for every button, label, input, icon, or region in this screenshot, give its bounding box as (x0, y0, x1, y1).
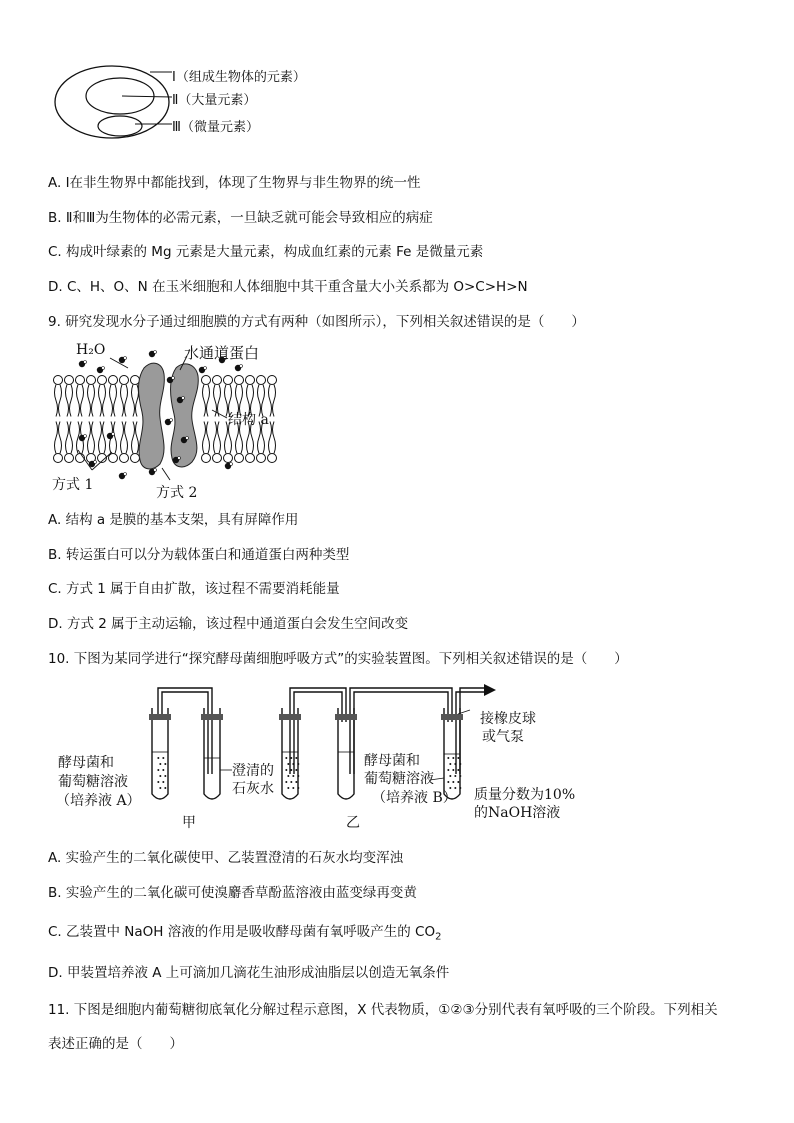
lipid-head (224, 454, 233, 463)
q10-option-c-text: C. 乙装置中 NaOH 溶液的作用是吸收酵母菌有氧呼吸产生的 CO (48, 924, 436, 940)
q9-option-d: D. 方式 2 属于主动运输，该过程中通道蛋白会发生空间改变 (48, 616, 409, 632)
water-hydrogen (204, 367, 207, 370)
q9-stem: 9. 研究发现水分子通过细胞膜的方式有两种（如图所示），下列相关叙述错误的是（ ） (48, 314, 585, 330)
culture-dot (159, 763, 161, 765)
q10-option-a: A. 实验产生的二氧化碳使甲、乙装置澄清的石灰水均变浑浊 (48, 850, 404, 866)
culture-dot (164, 787, 166, 789)
culture-dot (457, 769, 459, 771)
culture-dot (159, 787, 161, 789)
lipid-head (131, 454, 140, 463)
culture-dot (292, 775, 294, 777)
yeast-b-label-2: 葡萄糖溶液 (364, 771, 434, 787)
culture-dot (159, 775, 161, 777)
lipid-tail (132, 422, 139, 454)
q10-option-d: D. 甲装置培养液 A 上可滴加几滴花生油形成油脂层以创造无氧条件 (48, 965, 450, 981)
water-hydrogen (240, 365, 243, 368)
lipid-head (54, 376, 63, 385)
water-hydrogen (178, 457, 181, 460)
lipid-tail (77, 385, 84, 417)
lipid-head (268, 454, 277, 463)
lipid-head (120, 376, 129, 385)
pump-label-1: 接橡皮球 (480, 711, 536, 727)
water-hydrogen (186, 437, 189, 440)
lipid-tail (269, 422, 276, 454)
way1-label: 方式 1 (52, 477, 94, 493)
culture-dot (157, 781, 159, 783)
ellipse-III (98, 116, 142, 136)
lipid-tail (99, 385, 106, 417)
water-hydrogen (154, 469, 157, 472)
lipid-tail (203, 422, 210, 454)
aquaporin-shape (139, 363, 165, 469)
water-hydrogen (170, 419, 173, 422)
q8-option-d: D. C、H、O、N 在玉米细胞和人体细胞中其干重含量大小关系都为 O>C>H>N (48, 279, 528, 295)
lipid-tail (55, 385, 62, 417)
label-I: Ⅰ（组成生物体的元素） (172, 70, 306, 85)
yeast-a-label-2: 葡萄糖溶液 (58, 774, 128, 790)
culture-dot (287, 787, 289, 789)
culture-dot (287, 775, 289, 777)
q9-option-b: B. 转运蛋白可以分为载体蛋白和通道蛋白两种类型 (48, 547, 350, 563)
naoh-label-2: 的NaOH溶液 (474, 805, 561, 821)
lipid-tail (269, 385, 276, 417)
water-hydrogen (84, 435, 87, 438)
lipid-head (109, 376, 118, 385)
lipid-head (257, 376, 266, 385)
lipid-head (76, 376, 85, 385)
structure-a-label: 结构 a (228, 412, 269, 428)
label-II: Ⅱ（大量元素） (172, 93, 257, 108)
water-hydrogen (182, 397, 185, 400)
culture-dot (290, 769, 292, 771)
lipid-head (120, 454, 129, 463)
yeast-apparatus-diagram (140, 682, 520, 812)
q10-option-c (48, 923, 441, 947)
culture-dot (292, 787, 294, 789)
q10-option-b: B. 实验产生的二氧化碳可使溴麝香草酚蓝溶液由蓝变绿再变黄 (48, 885, 417, 901)
culture-dot (457, 781, 459, 783)
lipid-tail (99, 422, 106, 454)
lipid-head (54, 454, 63, 463)
q8-option-a: A. Ⅰ在非生物界中都能找到，体现了生物界与非生物界的统一性 (48, 175, 421, 191)
device-jia-label: 甲 (182, 815, 196, 831)
q9-option-a: A. 结构 a 是膜的基本支架，具有屏障作用 (48, 512, 299, 528)
q8-option-c: C. 构成叶绿素的 Mg 元素是大量元素，构成血红素的元素 Fe 是微量元素 (48, 244, 484, 260)
water-hydrogen (124, 473, 127, 476)
naoh-label-1: 质量分数为10% (474, 787, 576, 803)
culture-dot (290, 781, 292, 783)
culture-dot (164, 775, 166, 777)
lipid-head (235, 454, 244, 463)
culture-dot (454, 775, 456, 777)
culture-dot (285, 757, 287, 759)
culture-dot (290, 757, 292, 759)
culture-dot (297, 787, 299, 789)
lipid-head (246, 454, 255, 463)
lipid-head (246, 376, 255, 385)
lipid-head (65, 454, 74, 463)
lipid-tail (121, 385, 128, 417)
lipid-tail (110, 385, 117, 417)
lipid-head (224, 376, 233, 385)
water-hydrogen (172, 377, 175, 380)
lipid-tail (132, 385, 139, 417)
culture-dot (447, 781, 449, 783)
lipid-head (268, 376, 277, 385)
culture-dot (164, 763, 166, 765)
lipid-head (213, 454, 222, 463)
q11-stem-line-1: 11. 下图是细胞内葡萄糖彻底氧化分解过程示意图，X 代表物质，①②③分别代表有氧呼吸的三个阶段。下列相关 (48, 1002, 718, 1018)
lipid-tail (203, 385, 210, 417)
element-venn-diagram (50, 60, 180, 150)
yeast-b-label-1: 酵母菌和 (364, 753, 420, 769)
culture-dot (162, 757, 164, 759)
culture-dot (452, 769, 454, 771)
device-yi-label: 乙 (346, 815, 360, 831)
lipid-head (235, 376, 244, 385)
culture-dot (447, 757, 449, 759)
culture-dot (447, 769, 449, 771)
culture-dot (449, 775, 451, 777)
pump-label-2: 或气泵 (482, 729, 524, 745)
culture-dot (297, 763, 299, 765)
culture-dot (292, 763, 294, 765)
culture-dot (457, 757, 459, 759)
lipid-head (257, 454, 266, 463)
culture-dot (452, 781, 454, 783)
limewater-label-1: 澄清的 (232, 763, 274, 779)
culture-dot (295, 757, 297, 759)
lipid-tail (66, 385, 73, 417)
water-hydrogen (84, 361, 87, 364)
lipid-tail (88, 385, 95, 417)
culture-dot (459, 787, 461, 789)
lipid-tail (121, 422, 128, 454)
h2o-label: H₂O (76, 342, 106, 358)
lipid-tail (214, 422, 221, 454)
culture-dot (452, 757, 454, 759)
label-III: Ⅲ（微量元素） (172, 120, 259, 135)
culture-dot (285, 781, 287, 783)
culture-dot (162, 781, 164, 783)
lipid-tail (88, 422, 95, 454)
lipid-head (87, 376, 96, 385)
lipid-tail (55, 422, 62, 454)
yeast-a-label-3: （培养液 A） (56, 793, 141, 809)
culture-dot (162, 769, 164, 771)
culture-dot (285, 769, 287, 771)
culture-dot (295, 781, 297, 783)
water-hydrogen (154, 351, 157, 354)
lipid-head (131, 376, 140, 385)
culture-dot (454, 763, 456, 765)
q8-option-b: B. Ⅱ和Ⅲ为生物体的必需元素，一旦缺乏就可能会导致相应的病症 (48, 210, 433, 226)
water-hydrogen (102, 367, 105, 370)
lipid-head (109, 454, 118, 463)
water-hydrogen (112, 433, 115, 436)
way2-label: 方式 2 (156, 485, 198, 501)
culture-dot (297, 775, 299, 777)
q9-option-c: C. 方式 1 属于自由扩散，该过程不需要消耗能量 (48, 581, 340, 597)
culture-dot (459, 763, 461, 765)
q11-stem-line-2: 表述正确的是（ ） (48, 1036, 183, 1052)
culture-dot (295, 769, 297, 771)
culture-dot (157, 769, 159, 771)
culture-dot (287, 763, 289, 765)
lipid-head (202, 454, 211, 463)
lipid-tail (66, 422, 73, 454)
q10-option-c-subscript: 2 (435, 931, 442, 943)
aquaporin-label: 水通道蛋白 (184, 344, 260, 362)
water-hydrogen (124, 357, 127, 360)
water-hydrogen (94, 461, 97, 464)
culture-dot (157, 757, 159, 759)
yeast-b-label-3: （培养液 B） (372, 790, 457, 806)
q10-stem: 10. 下图为某同学进行“探究酵母菌细胞呼吸方式”的实验装置图。下列相关叙述错误的是（ ） (48, 651, 628, 667)
culture-dot (449, 763, 451, 765)
lipid-head (65, 376, 74, 385)
lipid-head (202, 376, 211, 385)
lipid-head (213, 376, 222, 385)
lipid-head (98, 376, 107, 385)
water-hydrogen (230, 463, 233, 466)
culture-dot (459, 775, 461, 777)
yeast-a-label-1: 酵母菌和 (58, 755, 114, 771)
limewater-label-2: 石灰水 (232, 781, 274, 797)
